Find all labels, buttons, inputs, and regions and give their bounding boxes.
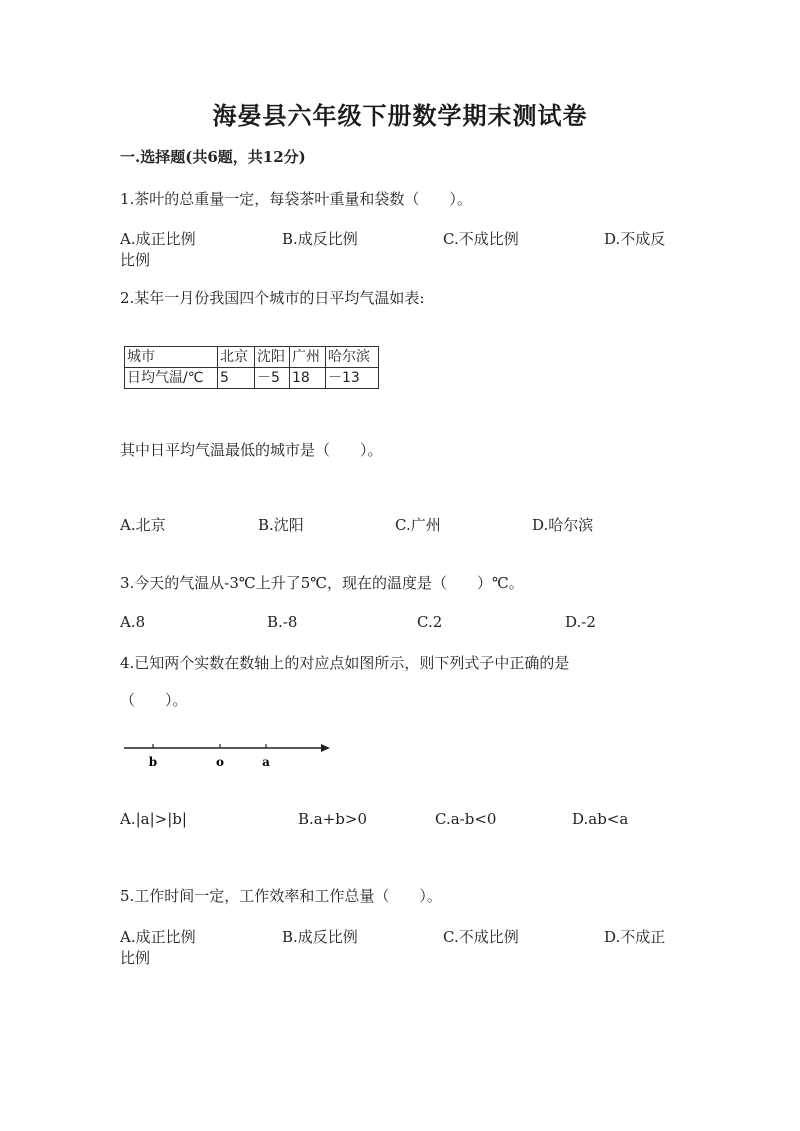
section-heading: 一.选择题(共6题，共12分) — [120, 148, 306, 166]
table-cell: 5 — [218, 368, 255, 389]
table-cell: －5 — [255, 368, 290, 389]
question-2-sub-stem: 其中日平均气温最低的城市是（ ）。 — [120, 441, 383, 459]
axis-label-o: o — [215, 755, 225, 769]
question-3-stem: 3.今天的气温从-3℃上升了5℃，现在的温度是（ ）℃。 — [120, 574, 524, 592]
q1-option-a: A.成正比例 — [120, 230, 196, 248]
q5-option-b: B.成反比例 — [282, 928, 358, 946]
number-line-arrow-icon — [321, 744, 330, 752]
q3-option-c: C.2 — [417, 613, 443, 631]
table-cell: 广州 — [290, 347, 326, 368]
q5-option-a: A.成正比例 — [120, 928, 196, 946]
table-cell: －13 — [326, 368, 379, 389]
table-cell: 哈尔滨 — [326, 347, 379, 368]
table-cell: 日均气温/℃ — [125, 368, 218, 389]
question-5-stem: 5.工作时间一定，工作效率和工作总量（ ）。 — [120, 887, 442, 905]
q2-option-b: B.沈阳 — [258, 516, 304, 534]
q3-option-d: D.-2 — [565, 613, 596, 631]
q1-option-c: C.不成比例 — [443, 230, 519, 248]
q2-option-c: C.广州 — [395, 516, 441, 534]
question-2-stem: 2.某年一月份我国四个城市的日平均气温如表: — [120, 289, 425, 307]
axis-label-a: a — [262, 755, 270, 769]
q4-option-d: D.ab<a — [572, 810, 629, 828]
question-1-stem: 1.茶叶的总重量一定，每袋茶叶重量和袋数（ ）。 — [120, 190, 472, 208]
table-cell: 城市 — [125, 347, 218, 368]
q5-option-c: C.不成比例 — [443, 928, 519, 946]
table-cell: 沈阳 — [255, 347, 290, 368]
page-title: 海晏县六年级下册数学期末测试卷 — [212, 101, 588, 130]
number-line-figure — [120, 738, 340, 774]
table-header-row — [125, 347, 379, 368]
q2-option-d: D.哈尔滨 — [532, 516, 594, 534]
q1-option-d-wrap: 比例 — [120, 251, 151, 269]
axis-label-b: b — [148, 755, 158, 769]
q4-option-c: C.a-b<0 — [435, 810, 497, 828]
table-cell: 北京 — [218, 347, 255, 368]
q4-option-a: A.|a|>|b| — [120, 810, 187, 828]
q3-option-a: A.8 — [120, 613, 146, 631]
q2-option-a: A.北京 — [120, 516, 166, 534]
q1-option-d: D.不成反 — [604, 230, 666, 248]
question-4-stem-cont: （ ）。 — [120, 691, 188, 709]
q5-option-d: D.不成正 — [604, 928, 666, 946]
q1-option-b: B.成反比例 — [282, 230, 358, 248]
q3-option-b: B.-8 — [267, 613, 298, 631]
q4-option-b: B.a+b>0 — [298, 810, 368, 828]
temperature-table — [124, 346, 379, 389]
table-row — [125, 368, 379, 389]
table-cell: 18 — [290, 368, 326, 389]
q5-option-d-wrap: 比例 — [120, 949, 151, 967]
question-4-stem: 4.已知两个实数在数轴上的对应点如图所示，则下列式子中正确的是 — [120, 654, 570, 672]
